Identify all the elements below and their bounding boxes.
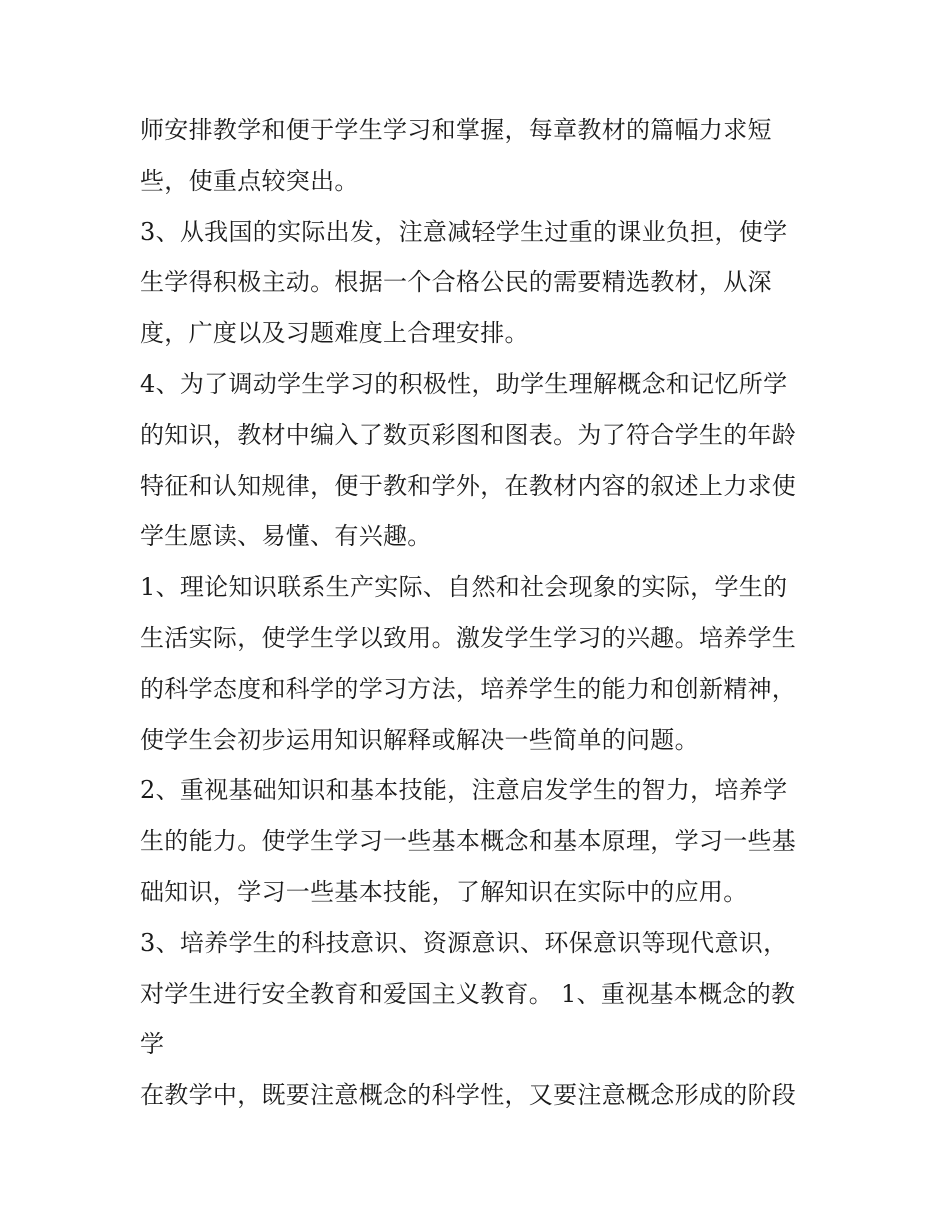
- text-line: 1、理论知识联系生产实际、自然和社会现象的实际，学生的: [140, 573, 788, 602]
- text-line: 的知识，教材中编入了数页彩图和图表。为了符合学生的年龄: [140, 420, 797, 449]
- text-line: 的科学态度和科学的学习方法，培养学生的能力和创新精神，: [140, 674, 797, 703]
- text-line: 些，使重点较突出。: [140, 166, 359, 195]
- text-line: 生学得积极主动。根据一个合格公民的需要精选教材，从深: [140, 268, 772, 297]
- text-line: 生的能力。使学生学习一些基本概念和基本原理，学习一些基: [140, 827, 797, 856]
- text-line: 学: [140, 1030, 165, 1059]
- text-line: 生活实际，使学生学以致用。激发学生学习的兴趣。培养学生: [140, 623, 797, 652]
- text-line: 使学生会初步运用知识解释或解决一些简单的问题。: [140, 725, 699, 754]
- text-line: 础知识，学习一些基本技能，了解知识在实际中的应用。: [140, 877, 748, 906]
- text-line: 3、培养学生的科技意识、资源意识、环保意识等现代意识，: [140, 928, 788, 957]
- text-line: 学生愿读、易懂、有兴趣。: [140, 522, 432, 551]
- text-line: 特征和认知规律，便于教和学外，在教材内容的叙述上力求使: [140, 471, 797, 500]
- text-line: 在教学中，既要注意概念的科学性，又要注意概念形成的阶段: [140, 1081, 797, 1110]
- text-line: 4、为了调动学生学习的积极性，助学生理解概念和记忆所学: [140, 369, 788, 398]
- document-body: [140, 105, 820, 1121]
- text-line: 对学生进行安全教育和爱国主义教育。 1、重视基本概念的教: [140, 979, 796, 1008]
- text-line: 师安排教学和便于学生学习和掌握，每章教材的篇幅力求短: [140, 116, 772, 144]
- text-line: 3、从我国的实际出发，注意减轻学生过重的课业负担，使学: [140, 217, 788, 246]
- text-line: 度，广度以及习题难度上合理安排。: [140, 319, 529, 348]
- text-line: 2、重视基础知识和基本技能，注意启发学生的智力，培养学: [140, 776, 788, 805]
